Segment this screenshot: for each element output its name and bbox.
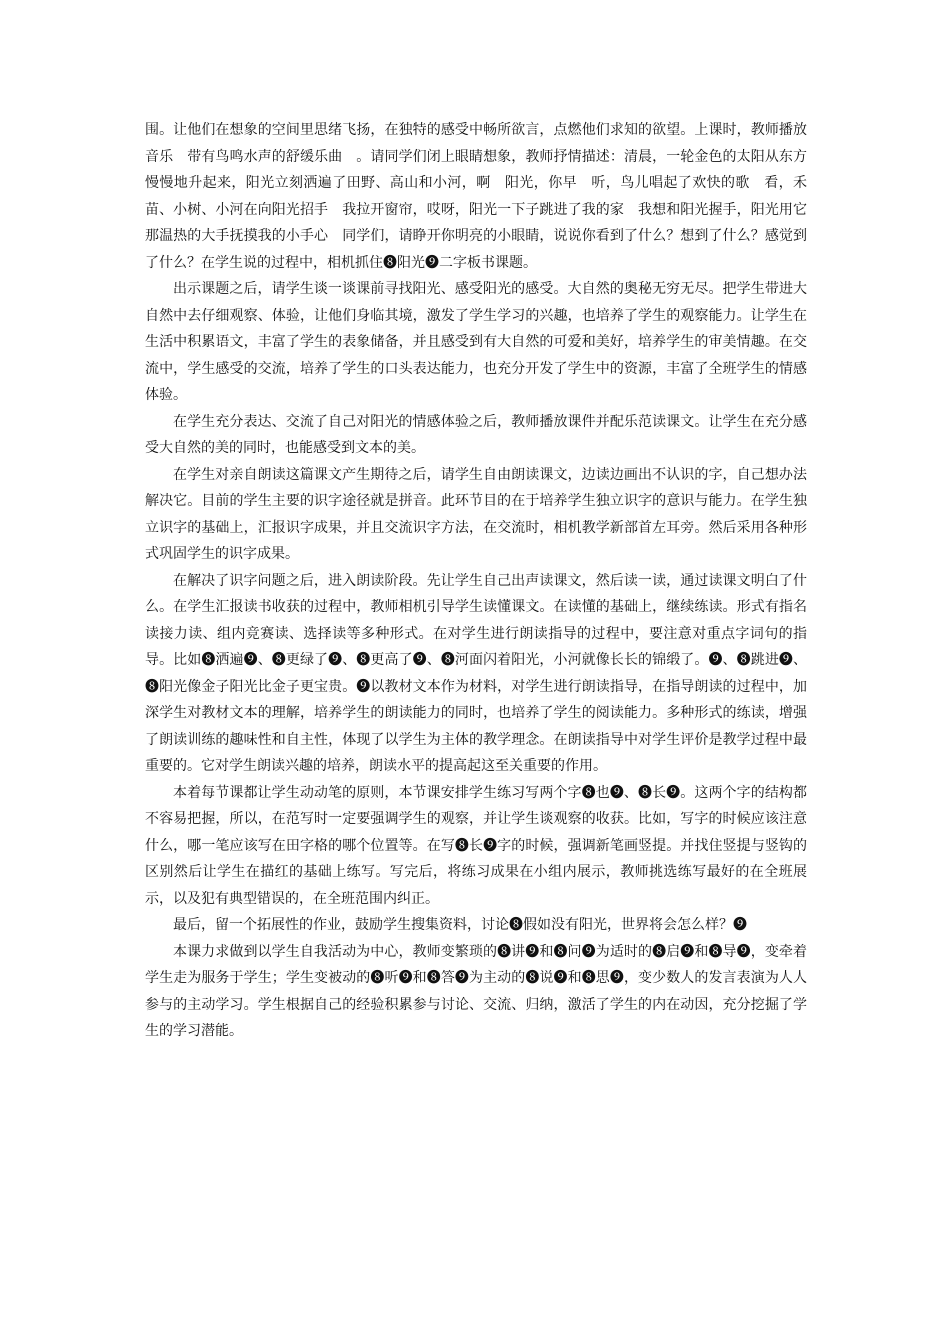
paragraph-5: 在解决了识字问题之后，进入朗读阶段。先让学生自己出声读课文，然后读一读，通过读课文明白了什么。在学生汇报读书收获的过程中，教师相机引导学生读懂课文。在读懂的基础上，继续练读。形式有指名读接力读、组内竞赛读、选择读等多种形式。在对学生进行朗读指导的过程中，要注意对重点字词句的指导。比如❽洒遍❾、❽更绿了❾、❽更高了❾、❽河面闪着阳光，小河就像长长的锦缎了。❾、❽跳进❾、❽阳光像金子阳光比金子更宝贵。❾以教材文本作为材料，对学生进行朗读指导，在指导朗读的过程中，加深学生对教材文本的理解，培养学生的朗读能力的同时，也培养了学生的阅读能力。多种形式的练读，增强了朗读训练的趣味性和自主性，体现了以学生为主体的教学理念。在朗读指导中对学生评价是教学过程中最重要的。它对学生朗读兴趣的培养，朗读水平的提高起这至关重要的作用。 bbox=[145, 572, 807, 774]
paragraph-4: 在学生对亲自朗读这篇课文产生期待之后，请学生自由朗读课文，边读边画出不认识的字，自己想办法解决它。目前的学生主要的识字途径就是拼音。此环节目的在于培养学生独立识字的意识与能力。在学生独立识字的基础上，汇报识字成果，并且交流识字方法，在交流时，相机教学新部首左耳旁。然后采用各种形式巩固学生的识字成果。 bbox=[145, 466, 807, 562]
document-body bbox=[145, 117, 807, 1045]
paragraph-1: 围。让他们在想象的空间里思绪飞扬，在独特的感受中畅所欲言，点燃他们求知的欲望。上课时，教师播放音乐 带有鸟鸣水声的舒缓乐曲 。请同学们闭上眼睛想象，教师抒情描述：清晨，一轮金色的太阳从东方慢慢地升起来，阳光立刻洒遍了田野、高山和小河，啊 阳光，你早 听，鸟儿唱起了欢快的歌 看，禾苗、小树、小河在向阳光招手 我拉开窗帘，哎呀，阳光一下子跳进了我的家 我想和阳光握手，阳光用它那温热的大手抚摸我的小手心 同学们，请睁开你明亮的小眼睛，说说你看到了什么？想到了什么？感觉到了什么？在学生说的过程中，相机抓住❽阳光❾二字板书课题。 bbox=[145, 122, 807, 271]
paragraph-6: 本着每节课都让学生动动笔的原则，本节课安排学生练习写两个字❽也❾、❽长❾。这两个字的结构都不容易把握，所以，在范写时一定要强调学生的观察，并让学生谈观察的收获。比如，写字的时候应该注意什么，哪一笔应该写在田字格的哪个位置等。在写❽长❾字的时候，强调新笔画竖提。并找住竖提与竖钩的区别然后让学生在描红的基础上练写。写完后，将练习成果在小组内展示，教师挑选练写最好的在全班展示，以及犯有典型错误的，在全班范围内纠正。 bbox=[145, 784, 807, 907]
paragraph-2: 出示课题之后，请学生谈一谈课前寻找阳光、感受阳光的感受。大自然的奥秘无穷无尽。把学生带进大自然中去仔细观察、体验，让他们身临其境，激发了学生学习的兴趣，也培养了学生的观察能力。让学生在生活中积累语文，丰富了学生的表象储备，并且感受到有大自然的可爱和美好，培养学生的审美情趣。在交流中，学生感受的交流，培养了学生的口头表达能力，也充分开发了学生中的资源，丰富了全班学生的情感体验。 bbox=[145, 281, 807, 403]
paragraph-7: 最后，留一个拓展性的作业，鼓励学生搜集资料，讨论❽假如没有阳光，世界将会怎么样？❾ bbox=[173, 917, 747, 933]
paragraph-8: 本课力求做到以学生自我活动为中心，教师变繁琐的❽讲❾和❽问❾为适时的❽启❾和❽导❾，变牵着学生走为服务于学生；学生变被动的❽听❾和❽答❾为主动的❽说❾和❽思❾，变少数人的发言表演为人人参与的主动学习。学生根据自己的经验积累参与讨论、交流、归纳，激活了学生的内在动因，充分挖掘了学生的学习潜能。 bbox=[145, 943, 807, 1039]
paragraph-3: 在学生充分表达、交流了自己对阳光的情感体验之后，教师播放课件并配乐范读课文。让学生在充分感受大自然的美的同时，也能感受到文本的美。 bbox=[145, 413, 807, 456]
